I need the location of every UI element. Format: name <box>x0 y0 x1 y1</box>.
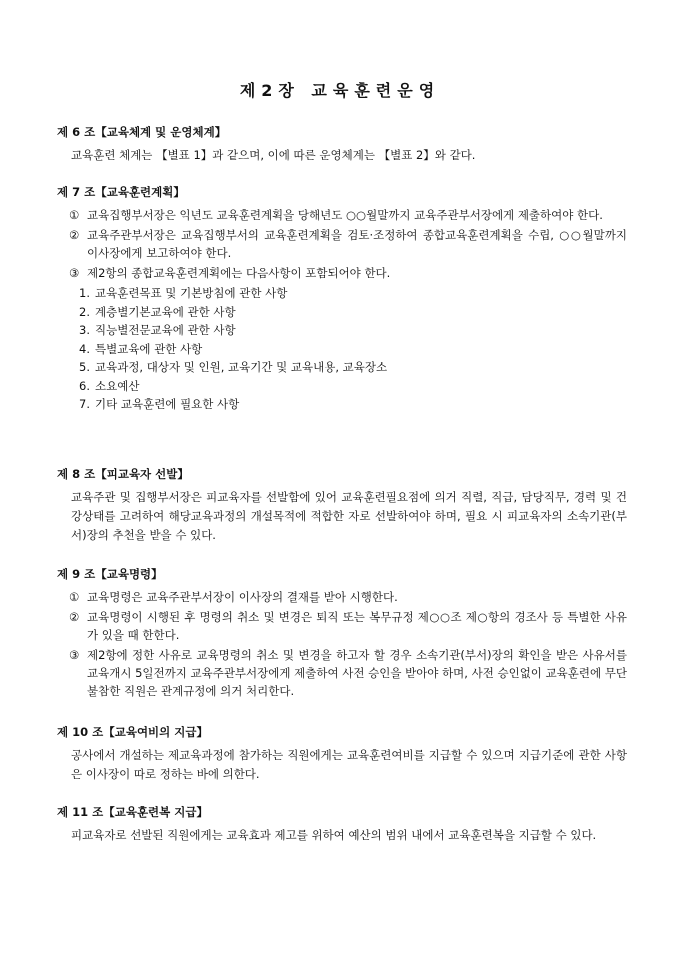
chapter-title: 제2장 교육훈련운영 <box>239 81 441 100</box>
article-body: 공사에서 개설하는 제교육과정에 참가하는 직원에게는 교육훈련여비를 지급할 수 있으며 지급기준에 관한 사항은 이사장이 따로 정하는 바에 의한다. <box>71 748 627 781</box>
subitem <box>57 395 627 414</box>
article-heading: 제 7 조【교육훈련계획】 <box>57 185 185 199</box>
article-heading: 제 10 조【교육여비의 지급】 <box>57 725 208 739</box>
article-7 <box>57 184 627 414</box>
article-10 <box>57 724 627 784</box>
subitem <box>57 340 627 359</box>
subitem <box>57 284 627 303</box>
article-body: 교육훈련 체계는 【별표 1】과 같으며, 이에 따른 운영체계는 【별표 2】와 같다. <box>71 148 476 162</box>
subitem <box>57 303 627 322</box>
clause-marker: ③ <box>69 266 80 280</box>
subitem-text: 교육과정, 대상자 및 인원, 교육기간 및 교육내용, 교육장소 <box>95 360 388 374</box>
subitem-number: 4. <box>79 341 90 356</box>
clause-marker: ② <box>69 610 80 624</box>
article-9 <box>57 566 627 702</box>
subitem-number: 7. <box>79 397 90 411</box>
subitem-number: 1. <box>79 286 90 300</box>
clause-item <box>57 608 627 644</box>
clause-item <box>57 206 627 224</box>
article-11 <box>57 804 627 845</box>
article-body: 교육주관 및 집행부서장은 피교육자를 선발함에 있어 교육훈련필요점에 의거 직렬, 직급, 담당직무, 경력 및 건강상태를 고려하여 해당교육과정의 개설목적에 적합한 자로 선발하여야 하며, 필요 시 피교육자의 소속기관(부서)장의 추천을 받을 수 있다. <box>71 490 627 542</box>
clause-marker: ① <box>69 208 80 222</box>
clause-marker: ③ <box>69 648 80 662</box>
clause-item <box>57 226 627 262</box>
clause-text: 교육주관부서장은 교육집행부서의 교육훈련계획을 검토·조정하여 종합교육훈련계획을 수립, ○○월말까지 이사장에게 보고하여야 한다. <box>87 228 627 260</box>
article-body: 피교육자로 선발된 직원에게는 교육효과 제고를 위하여 예산의 범위 내에서 교육훈련복을 지급할 수 있다. <box>71 828 597 842</box>
clause-item <box>57 646 627 700</box>
subitem-text: 소요예산 <box>95 378 140 393</box>
article-6 <box>57 124 627 165</box>
clause-text: 교육명령은 교육주관부서장이 이사장의 결재를 받아 시행한다. <box>87 590 398 604</box>
subitem <box>57 321 627 340</box>
article-heading: 제 8 조【피교육자 선발】 <box>57 467 189 481</box>
subitem-text: 계층별기본교육에 관한 사항 <box>95 304 236 319</box>
clause-item <box>57 588 627 606</box>
subitem <box>57 377 627 396</box>
subitem-text: 기타 교육훈련에 필요한 사항 <box>95 397 240 411</box>
article-heading: 제 11 조【교육훈련복 지급】 <box>57 805 208 819</box>
clause-text: 제2항의 종합교육훈련계획에는 다음사항이 포함되어야 한다. <box>87 266 391 280</box>
clause-marker: ② <box>69 228 80 242</box>
subitem-text: 특별교육에 관한 사항 <box>95 341 203 356</box>
subitem-number: 6. <box>79 378 90 393</box>
subitem-number: 3. <box>79 323 90 337</box>
subitem-text: 교육훈련목표 및 기본방침에 관한 사항 <box>95 286 288 300</box>
clause-text: 교육명령이 시행된 후 명령의 취소 및 변경은 퇴직 또는 복무규정 제○○조 제○항의 경조사 등 특별한 사유가 있을 때 한한다. <box>87 610 627 642</box>
subitem-number: 5. <box>79 360 90 374</box>
clause-text: 제2항에 정한 사유로 교육명령의 취소 및 변경을 하고자 할 경우 소속기관(부서)장의 확인을 받은 사유서를 교육개시 5일전까지 교육주관부서장에게 제출하여 사전 승인을 받아야 하며, 사전 승인없이 교육훈련에 무단 불참한 직원은 관계규정에 의거 처리한다. <box>87 648 627 698</box>
subitem <box>57 358 627 377</box>
article-heading: 제 9 조【교육명령】 <box>57 567 163 581</box>
clause-marker: ① <box>69 590 80 604</box>
clause-item <box>57 264 627 282</box>
subitem-number: 2. <box>79 304 90 319</box>
subitem-text: 직능별전문교육에 관한 사항 <box>95 323 236 337</box>
article-heading: 제 6 조【교육체계 및 운영체계】 <box>57 125 227 139</box>
article-8 <box>57 466 627 545</box>
clause-text: 교육집행부서장은 익년도 교육훈련계획을 당해년도 ○○월말까지 교육주관부서장에게 제출하여야 한다. <box>87 208 603 222</box>
